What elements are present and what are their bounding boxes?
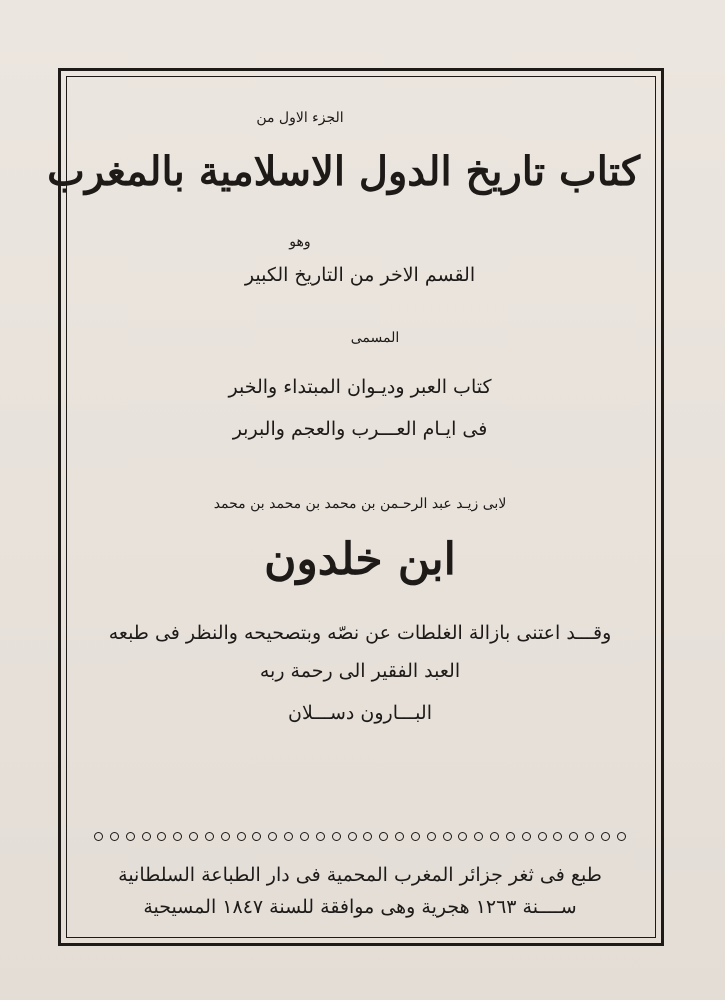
star-dot-icon [490,832,499,841]
star-dot-icon [205,832,214,841]
star-dot-icon [252,832,261,841]
star-dot-icon [348,832,357,841]
star-dot-icon [173,832,182,841]
star-dot-icon [126,832,135,841]
editor-line-1: وقـــد اعتنى بازالة الغلطات عن نصّه وبتصحيحه والنظر فى طبعه [108,622,612,644]
star-dot-icon [443,832,452,841]
ornament-row [94,830,626,844]
book-title: كتاب تاريخ الدول الاسلامية بالمغرب [47,148,640,195]
wahuwa-text: وهو [289,234,311,250]
title-page-content [47,92,640,922]
star-dot-icon [237,832,246,841]
author-intro: لابى زيـد عبد الرحـمن بن محمد بن محمد بن محمد [213,496,507,512]
star-dot-icon [379,832,388,841]
named-text: المسمى [350,330,400,346]
star-dot-icon [189,832,198,841]
star-dot-icon [157,832,166,841]
star-dot-icon [427,832,436,841]
section-line: القسم الاخر من التاريخ الكبير [244,264,476,286]
star-dot-icon [142,832,151,841]
star-dot-icon [617,832,626,841]
star-dot-icon [395,832,404,841]
star-dot-icon [268,832,277,841]
star-dot-icon [94,832,103,841]
star-dot-icon [522,832,531,841]
print-line-1: طبع فى ثغر جزائر المغرب المحمية فى دار الطباعة السلطانية [118,864,602,886]
star-dot-icon [110,832,119,841]
star-dot-icon [284,832,293,841]
editor-name: البـــارون دســـلان [287,702,432,724]
print-line-2: ســــنة ١٢٦٣ هجرية وهى موافقة للسنة ١٨٤٧ المسيحية [143,896,577,918]
book-line-1: كتاب العبر وديـوان المبتداء والخبر [228,376,492,398]
volume-line: الجزء الاول من [256,110,344,126]
star-dot-icon [411,832,420,841]
star-dot-icon [221,832,230,841]
star-dot-icon [332,832,341,841]
book-line-2: فى ايـام العـــرب والعجم والبربر [232,418,488,440]
star-dot-icon [538,832,547,841]
star-dot-icon [474,832,483,841]
author-name: ابن خلدون [264,534,456,585]
star-dot-icon [569,832,578,841]
editor-line-2: العبد الفقير الى رحمة ربه [259,660,461,682]
star-dot-icon [553,832,562,841]
star-dot-icon [601,832,610,841]
star-dot-icon [300,832,309,841]
star-dot-icon [316,832,325,841]
star-dot-icon [585,832,594,841]
star-dot-icon [458,832,467,841]
star-dot-icon [363,832,372,841]
star-dot-icon [506,832,515,841]
